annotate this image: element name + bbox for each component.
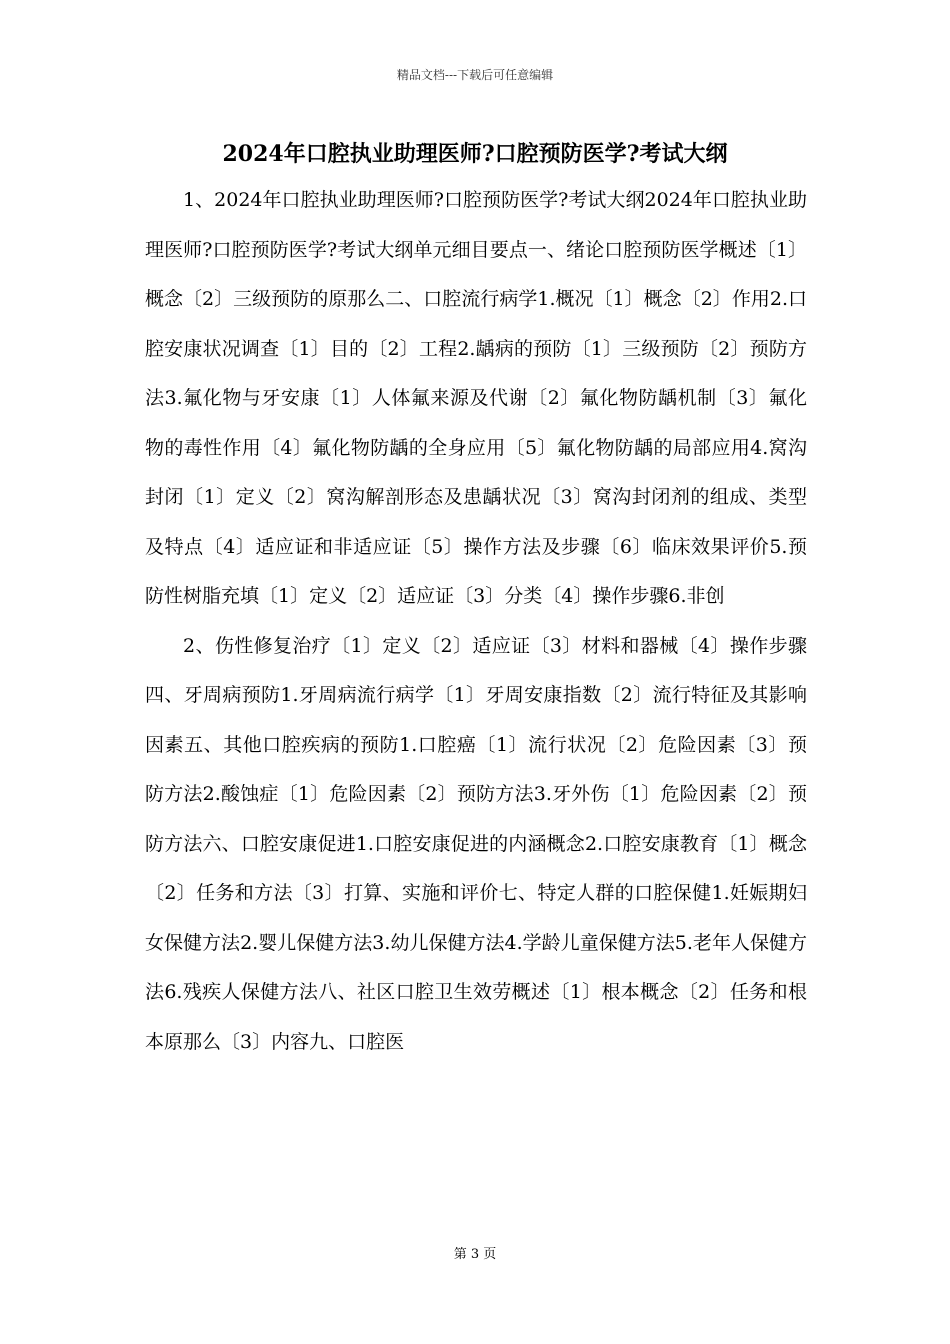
document-body: [145, 176, 807, 1067]
page-header: 精品文档---下载后可任意编辑: [396, 68, 554, 82]
document-title: 2024年口腔执业助理医师?口腔预防医学?考试大纲: [222, 141, 728, 167]
body-paragraph-2: 2、伤性修复治疗〔1〕定义〔2〕适应证〔3〕材料和器械〔4〕操作步骤四、牙周病预防1.牙周病流行病学〔1〕牙周安康指数〔2〕流行特征及其影响因素五、其他口腔疾病的预防1.口腔癌〔1〕流行状况〔2〕危险因素〔3〕预防方法2.酸蚀症〔1〕危险因素〔2〕预防方法3.牙外伤〔1〕危险因素〔2〕预防方法六、口腔安康促进1.口腔安康促进的内涵概念2.口腔安康教育〔1〕概念〔2〕任务和方法〔3〕打算、实施和评价七、特定人群的口腔保健1.妊娠期妇女保健方法2.婴儿保健方法3.幼儿保健方法4.学龄儿童保健方法5.老年人保健方法6.残疾人保健方法八、社区口腔卫生效劳概述〔1〕根本概念〔2〕任务和根本原那么〔3〕内容九、口腔医: [145, 634, 807, 1053]
page-number: 第 3 页: [453, 1247, 497, 1262]
body-paragraph-1: 1、2024年口腔执业助理医师?口腔预防医学?考试大纲2024年口腔执业助理医师?口腔预防医学?考试大纲单元细目要点一、绪论口腔预防医学概述〔1〕概念〔2〕三级预防的原那么二、口腔流行病学1.概况〔1〕概念〔2〕作用2.口腔安康状况调查〔1〕目的〔2〕工程2.龋病的预防〔1〕三级预防〔2〕预防方法3.氟化物与牙安康〔1〕人体氟来源及代谢〔2〕氟化物防龋机制〔3〕氟化物的毒性作用〔4〕氟化物防龋的全身应用〔5〕氟化物防龋的局部应用4.窝沟封闭〔1〕定义〔2〕窝沟解剖形态及患龋状况〔3〕窝沟封闭剂的组成、类型及特点〔4〕适应证和非适应证〔5〕操作方法及步骤〔6〕临床效果评价5.预防性树脂充填〔1〕定义〔2〕适应证〔3〕分类〔4〕操作步骤6.非创: [145, 189, 807, 607]
